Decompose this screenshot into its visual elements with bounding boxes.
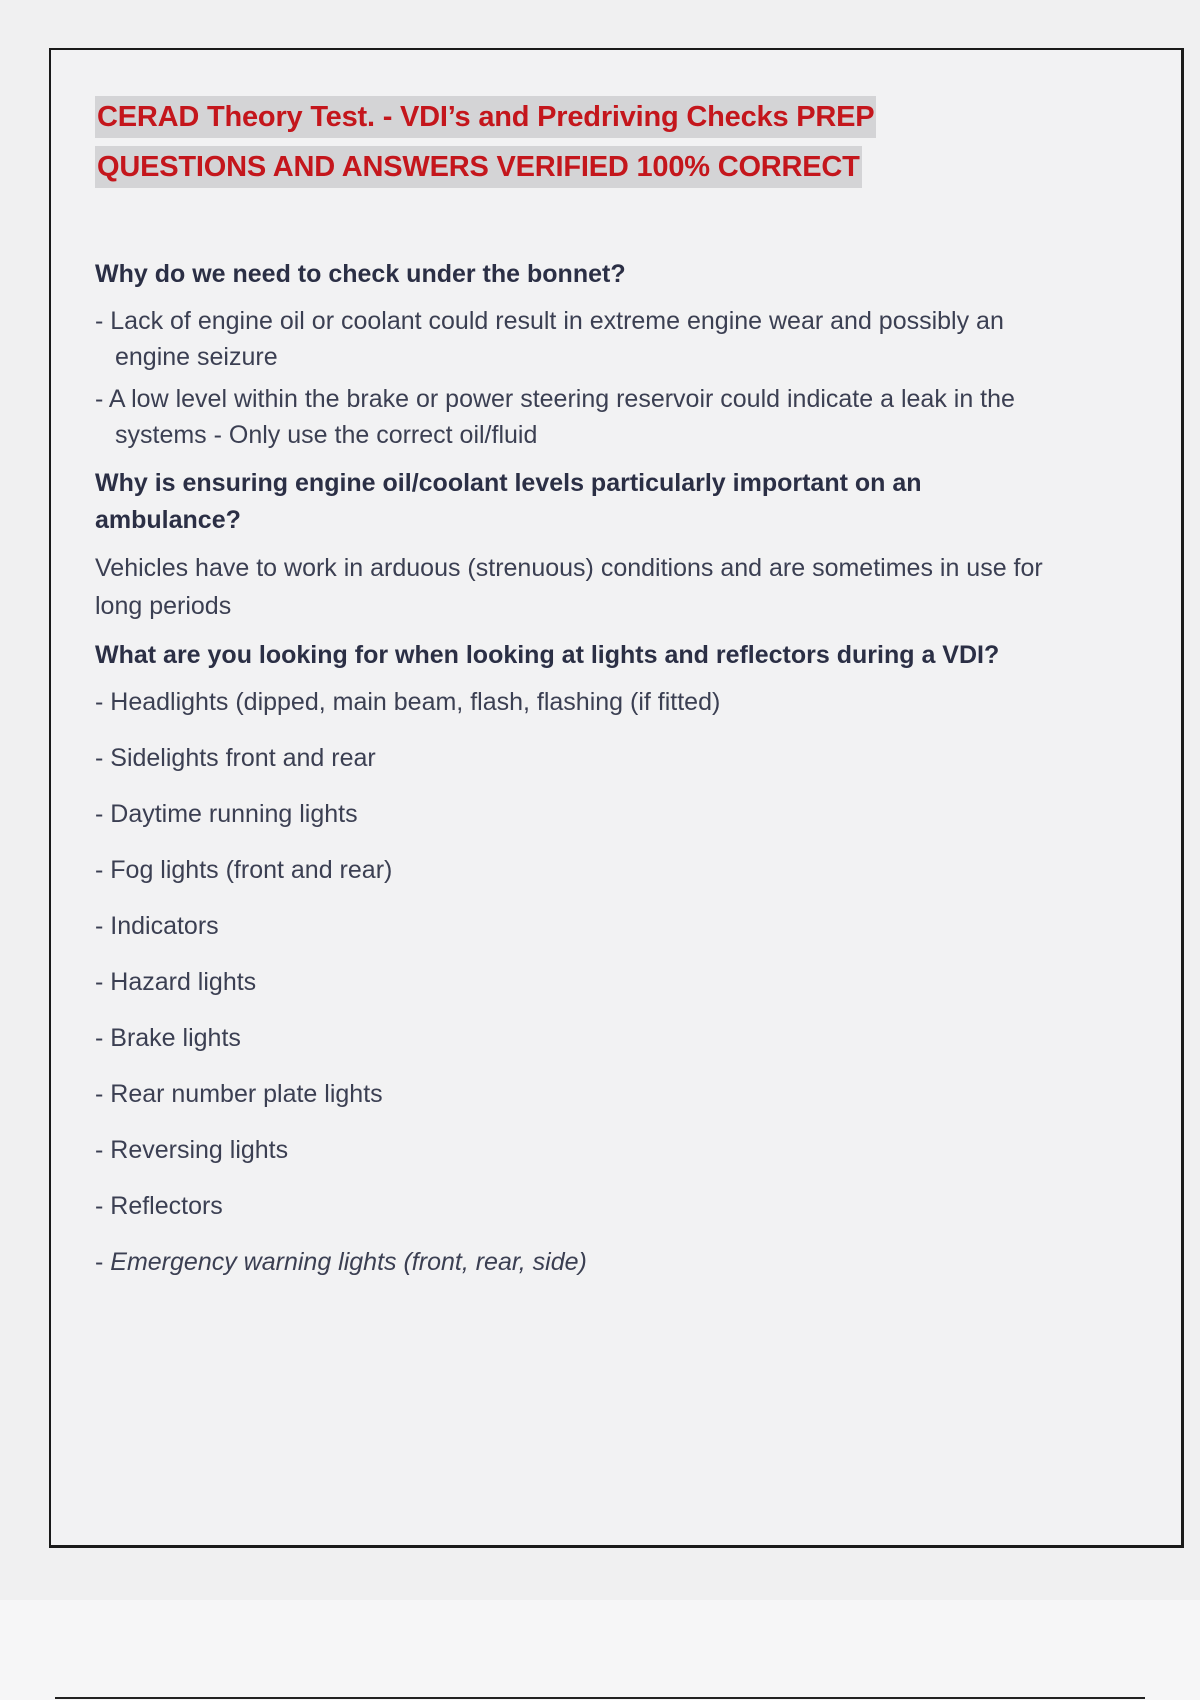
list-item: - Rear number plate lights <box>95 1080 383 1108</box>
question-oil-coolant: Why is ensuring engine oil/coolant levels particularly important on an ambulance? <box>95 469 922 534</box>
answer-oil-coolant: Vehicles have to work in arduous (strenuous) conditions and are sometimes in use for long periods <box>95 554 1043 620</box>
list-item-italic-text: Emergency warning lights (front, rear, side) <box>110 1248 587 1276</box>
list-item: - Sidelights front and rear <box>95 744 376 772</box>
list-item: - Hazard lights <box>95 968 257 996</box>
list-item: - Indicators <box>95 912 219 940</box>
document-content <box>95 96 1055 1300</box>
list-item: - Fog lights (front and rear) <box>95 856 393 884</box>
title-line-1: CERAD Theory Test. - VDI’s and Predriving Checks PREP <box>95 96 876 138</box>
answer-list-lights <box>95 684 1055 1280</box>
bottom-divider <box>55 1697 1145 1699</box>
list-item: - Reflectors <box>95 1192 223 1220</box>
question-lights-reflectors: What are you looking for when looking at lights and reflectors during a VDI? <box>95 641 1000 669</box>
list-item: - Brake lights <box>95 1024 241 1052</box>
next-page-area <box>0 1600 1200 1700</box>
list-item: - Reversing lights <box>95 1136 289 1164</box>
list-item-prefix: - <box>95 1248 111 1276</box>
document-title <box>95 96 1055 196</box>
list-item: - Lack of engine oil or coolant could result in extreme engine wear and possibly an engine seizure <box>95 307 1004 371</box>
question-bonnet: Why do we need to check under the bonnet? <box>95 260 626 288</box>
list-item: - Daytime running lights <box>95 800 358 828</box>
title-line-2: QUESTIONS AND ANSWERS VERIFIED 100% CORRECT <box>95 146 862 188</box>
list-item: - A low level within the brake or power steering reservoir could indicate a leak in the systems - Only use the correct oil/fluid <box>95 385 1015 449</box>
answer-list-bonnet <box>95 303 1055 453</box>
list-item-emergency-lights <box>95 1244 1055 1280</box>
list-item: - Headlights (dipped, main beam, flash, flashing (if fitted) <box>95 688 721 716</box>
